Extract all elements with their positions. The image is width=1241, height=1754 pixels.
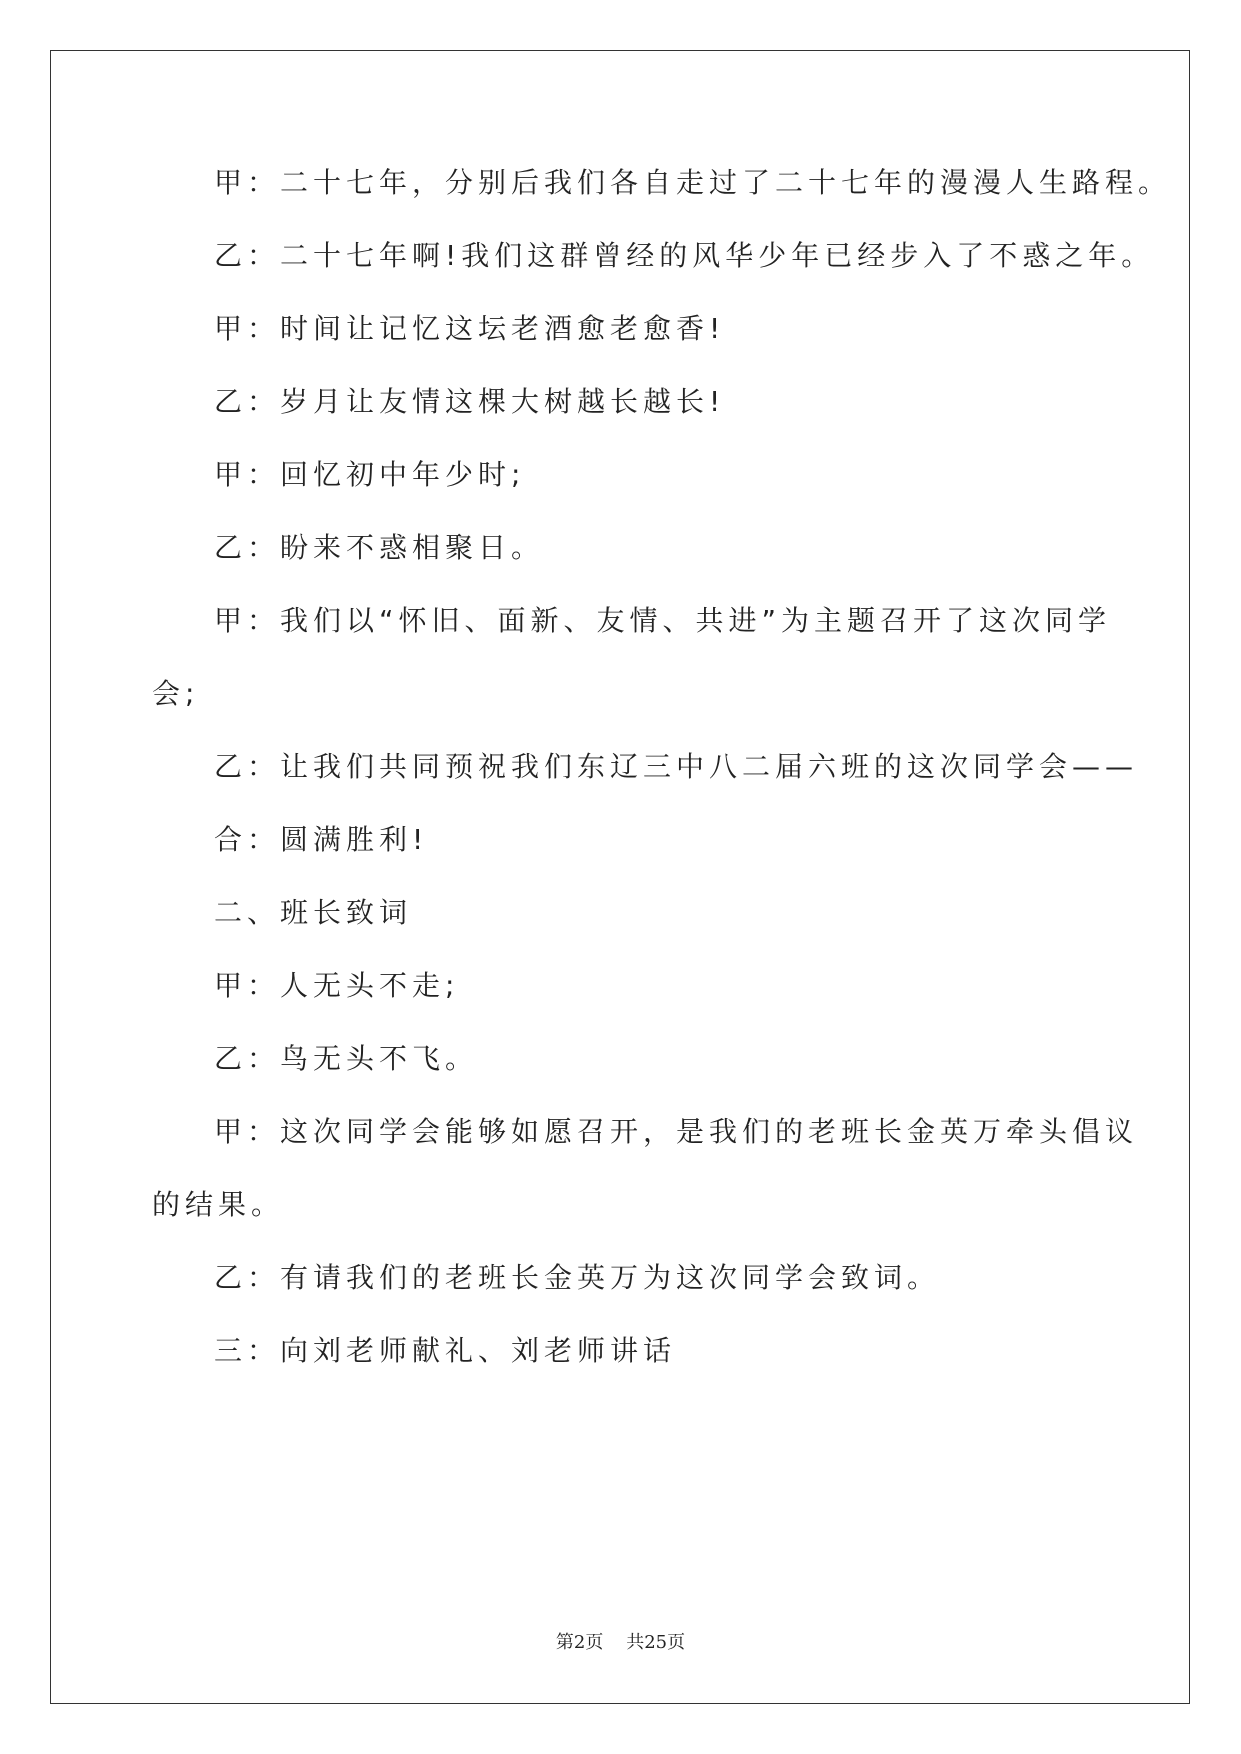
paragraph-line: 乙：鸟无头不飞。 (214, 1042, 479, 1075)
paragraph-line: 乙：有请我们的老班长金英万为这次同学会致词。 (214, 1261, 941, 1294)
paragraph-line: 甲：我们以“怀旧、面新、友情、共进”为主题召开了这次同学 (214, 604, 1112, 637)
paragraph-line: 会; (152, 677, 200, 710)
paragraph-line: 乙：让我们共同预祝我们东辽三中八二届六班的这次同学会—— (214, 750, 1139, 783)
section-heading: 三：向刘老师献礼、刘老师讲话 (214, 1334, 677, 1367)
paragraph-line: 合：圆满胜利! (214, 823, 429, 856)
paragraph-line: 甲：这次同学会能够如愿召开，是我们的老班长金英万牵头倡议 (214, 1115, 1139, 1148)
paragraph-line: 乙：二十七年啊!我们这群曾经的风华少年已经步入了不惑之年。 (214, 239, 1155, 272)
paragraph-line: 甲：时间让记忆这坛老酒愈老愈香! (214, 312, 726, 345)
page-number-footer: 第2页 共25页 (555, 1632, 686, 1653)
paragraph-line: 甲：二十七年，分别后我们各自走过了二十七年的漫漫人生路程。 (214, 166, 1172, 199)
section-heading: 二、班长致词 (214, 896, 413, 929)
paragraph-line: 甲：回忆初中年少时; (214, 458, 526, 491)
paragraph-line: 的结果。 (152, 1188, 285, 1221)
page-border (50, 50, 1190, 1704)
paragraph-line: 甲：人无头不走; (214, 969, 460, 1002)
paragraph-line: 乙：盼来不惑相聚日。 (214, 531, 545, 564)
paragraph-line: 乙：岁月让友情这棵大树越长越长! (214, 385, 726, 418)
